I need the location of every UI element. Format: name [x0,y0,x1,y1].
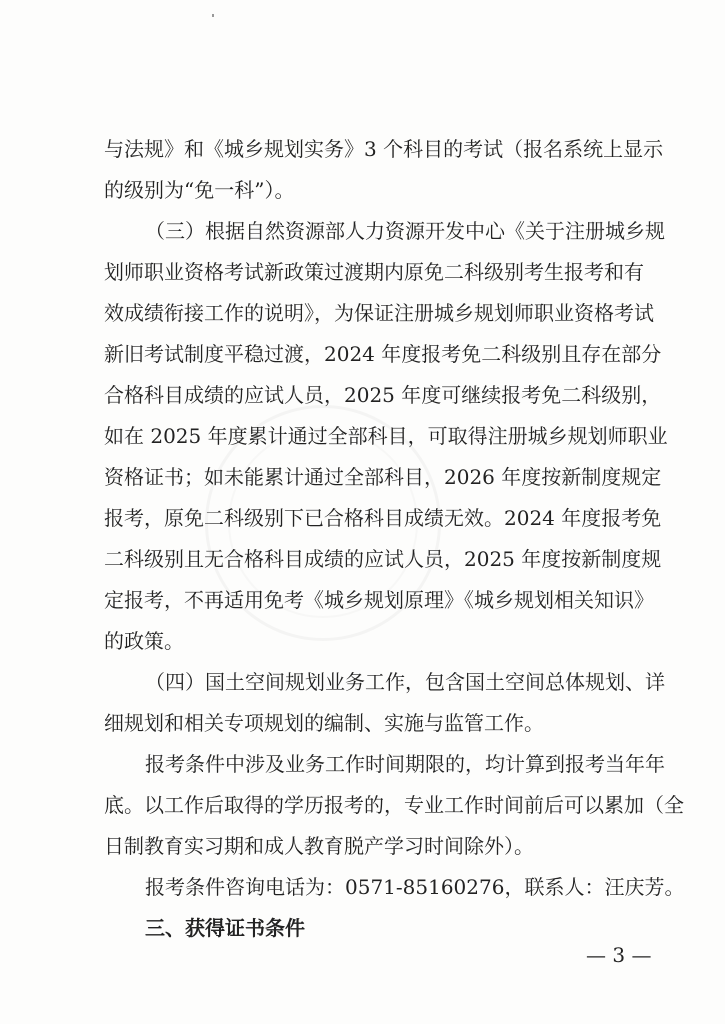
line-text: 的政策。 [104,629,184,653]
section-heading: 三、获得证书条件 [145,916,305,940]
paragraph-line [0,341,725,367]
line-text: 细规划和相关专项规划的编制、实施与监管工作。 [104,711,544,735]
line-text: 如在 2025 年度累计通过全部科目，可取得注册城乡规划师职业 [104,424,668,448]
paragraph-line [0,874,725,900]
paragraph-line [0,628,725,654]
paragraph-line [0,423,725,449]
line-text: 定报考，不再适用免考《城乡规划原理》《城乡规划相关知识》 [104,588,654,612]
line-text: 合格科目成绩的应试人员，2025 年度可继续报考免二科级别， [104,383,662,407]
line-text: 报考条件咨询电话为：0571-85160276，联系人：汪庆芳。 [145,875,685,899]
section-heading-line [0,915,725,941]
paragraph-line [0,587,725,613]
scan-mark [212,14,214,17]
line-text: 报考条件中涉及业务工作时间期限的，均计算到报考当年年 [145,752,665,776]
paragraph-line [0,300,725,326]
line-text: 与法规》和《城乡规划实务》3 个科目的考试（报名系统上显示 [104,137,664,161]
page-number: — 3 — [586,943,652,967]
paragraph-line [0,218,725,244]
line-text: 的级别为“免一科”）。 [104,178,295,202]
paragraph-line [0,669,725,695]
paragraph-line [0,177,725,203]
line-text: 底。以工作后取得的学历报考的，专业工作时间前后可以累加（全 [104,793,684,817]
paragraph-line [0,259,725,285]
paragraph-line [0,833,725,859]
line-text: 新旧考试制度平稳过渡，2024 年度报考免二科级别且存在部分 [104,342,662,366]
paragraph-line [0,382,725,408]
line-text: 二科级别且无合格科目成绩的应试人员，2025 年度按新制度规 [104,547,662,571]
line-text: 资格证书；如未能累计通过全部科目，2026 年度按新制度规定 [104,465,662,489]
paragraph-line [0,751,725,777]
paragraph-line [0,792,725,818]
paragraph-line [0,505,725,531]
line-text: 划师职业资格考试新政策过渡期内原免二科级别考生报考和有 [104,260,644,284]
line-text: （四）国土空间规划业务工作，包含国土空间总体规划、详 [145,670,665,694]
paragraph-line [0,136,725,162]
paragraph-line [0,546,725,572]
line-text: 报考，原免二科级别下已合格科目成绩无效。2024 年度报考免 [104,506,662,530]
line-text: 效成绩衔接工作的说明》，为保证注册城乡规划师职业资格考试 [104,301,654,325]
paragraph-line [0,710,725,736]
line-text: 日制教育实习期和成人教育脱产学习时间除外）。 [104,834,534,858]
line-text: （三）根据自然资源部人力资源开发中心《关于注册城乡规 [145,219,665,243]
paragraph-line [0,464,725,490]
